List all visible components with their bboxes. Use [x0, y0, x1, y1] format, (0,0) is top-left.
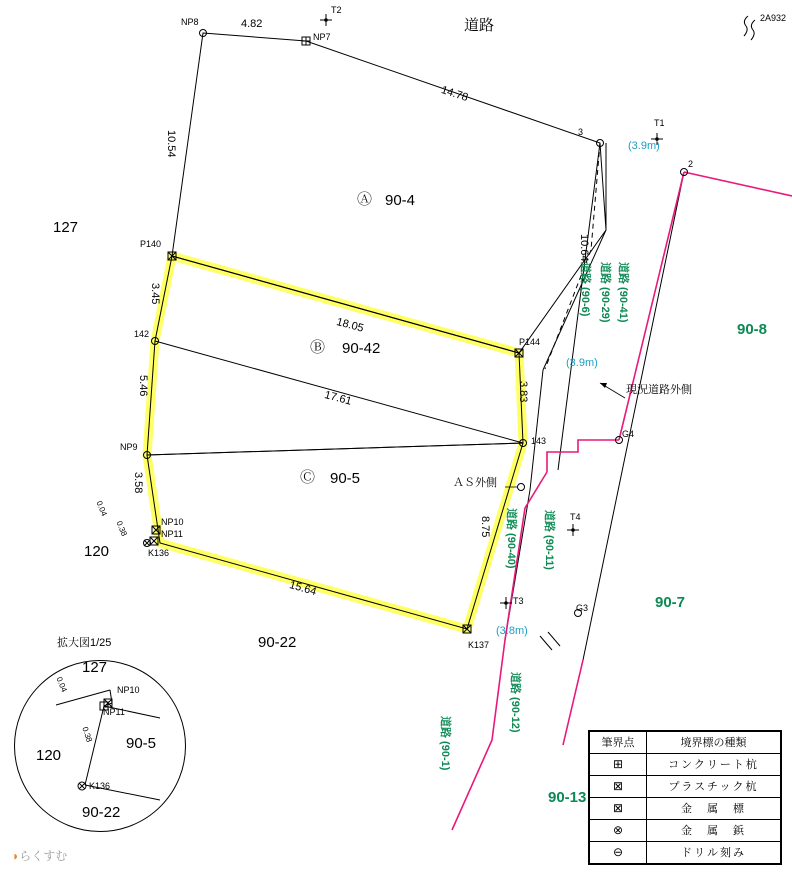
dim-3-83: 3.83 [517, 381, 529, 403]
legend-text-plastic: プラスチック杭 [647, 776, 781, 798]
parcel-90-22: 90-22 [258, 634, 297, 651]
parcel-90-42-outline [147, 256, 523, 455]
legend-text-metal-pin: 金 属 鋲 [647, 820, 781, 842]
legend-text-concrete: コンクリート杭 [647, 754, 781, 776]
zoom-point-k136: K136 [89, 781, 111, 791]
point-142: 142 [134, 329, 150, 339]
zoom-parcel-120: 120 [36, 747, 62, 764]
point-2: 2 [688, 159, 694, 169]
parcel-c-label: 90-5 [330, 470, 361, 487]
point-np10: NP10 [161, 517, 184, 527]
dim-3-58: 3.58 [132, 472, 144, 494]
point-t3-lower: T3 [513, 596, 524, 606]
road-line-seg [543, 230, 606, 370]
legend-header-left: 筆界点 [590, 732, 647, 754]
legend-row [590, 754, 781, 776]
point-np11: NP11 [161, 529, 183, 539]
parcel-b-label: 90-42 [342, 340, 381, 357]
zoom-point-np11: NP11 [103, 707, 125, 717]
callout-arrow-1 [600, 383, 607, 388]
dim-8-75: 8.75 [479, 516, 491, 538]
point-p140: P140 [140, 239, 162, 249]
point-p144: P144 [519, 337, 541, 347]
road-line-seg2 [530, 370, 543, 490]
parcel-90-8: 90-8 [737, 321, 768, 338]
road-label-90-6: 道路 (90-6) [579, 262, 591, 317]
road-label-90-1: 道路 (90-1) [439, 716, 451, 771]
legend-symbol-concrete-icon: ⊞ [590, 754, 647, 776]
width-3-8m: (3.8m) [496, 625, 528, 637]
parcel-c-circle: Ⓒ [300, 469, 316, 486]
dim-14-78: 14.78 [439, 84, 470, 104]
dim-18-05: 18.05 [335, 316, 365, 335]
road-label-90-12: 道路 (90-12) [509, 672, 521, 733]
point-g3: G3 [576, 603, 589, 613]
dim-5-46: 5.46 [137, 375, 149, 397]
tick-mark-b [548, 632, 560, 646]
point-t2: T2 [331, 5, 342, 15]
legend-symbol-drill-mark-icon: ⊖ [590, 842, 647, 864]
note-current-road-outside: 現況道路外側 [626, 384, 692, 396]
width-3-9m-mid: (3.9m) [566, 357, 598, 369]
break-note: 2A932 [760, 13, 787, 23]
dim-0-38: 0.38 [114, 519, 129, 538]
point-3: 3 [578, 127, 584, 137]
dim-4-82: 4.82 [241, 18, 263, 30]
legend-symbol-metal-pin-icon: ⊗ [590, 820, 647, 842]
legend-table [588, 730, 782, 865]
legend-row [590, 776, 781, 798]
watermark-icon: ◗ [12, 849, 20, 863]
point-np9: NP9 [120, 442, 138, 452]
parcel-127: 127 [53, 219, 79, 236]
legend-symbol-plastic-icon: ⊠ [590, 776, 647, 798]
dim-10-54: 10.54 [165, 130, 177, 158]
point-k137: K137 [468, 640, 490, 650]
dim-17-61: 17.61 [323, 389, 353, 408]
point-np7: NP7 [313, 32, 331, 42]
point-t1: T1 [654, 118, 665, 128]
magenta-line-south2 [563, 660, 583, 745]
point-k136: K136 [148, 548, 170, 558]
legend-row [590, 842, 781, 864]
legend-row [590, 798, 781, 820]
road-label-90-40: 道路 (90-40) [505, 508, 517, 569]
legend-text-metal-plate: 金 属 標 [647, 798, 781, 820]
watermark-text: らくすむ [19, 849, 68, 863]
break-symbol [744, 16, 755, 40]
dim-10-64: 10.64 [578, 234, 590, 262]
parcel-a-circle: Ⓐ [357, 191, 373, 208]
legend-row [590, 820, 781, 842]
zoom-parcel-127: 127 [82, 659, 108, 676]
highlight-band [147, 256, 523, 629]
magenta-line-ne [684, 172, 792, 196]
parcel-120: 120 [84, 543, 110, 560]
magenta-step-line [547, 440, 619, 472]
note-as-outside: ＡＳ外側 [453, 477, 497, 489]
title-road-top: 道路 [464, 17, 495, 34]
road-line-outer [583, 172, 684, 660]
dim-3-45: 3.45 [149, 283, 161, 305]
dim-0-04: 0.04 [94, 499, 109, 518]
width-3-9m-top: (3.9m) [628, 140, 660, 152]
point-g4: G4 [622, 429, 635, 439]
road-label-90-29: 道路 (90-29) [599, 262, 611, 323]
legend-symbol-metal-plate-icon: ⊠ [590, 798, 647, 820]
zoom-dim-0-38: 0.38 [80, 725, 94, 744]
parcel-a-label: 90-4 [385, 192, 416, 209]
dashed-offset-line [591, 143, 600, 250]
tick-mark-a [540, 636, 552, 650]
road-label-90-41: 道路 (90-41) [617, 262, 629, 323]
dim-15-64: 15.64 [287, 579, 318, 599]
zoom-caption: 拡大図1/25 [57, 637, 112, 649]
watermark [12, 847, 67, 864]
parcel-90-7: 90-7 [655, 594, 686, 611]
parcel-b-circle: Ⓑ [310, 339, 326, 356]
parcel-90-13: 90-13 [548, 789, 587, 806]
legend-header-right: 境界標の種類 [647, 732, 781, 754]
zoom-parcel-90-22: 90-22 [82, 804, 121, 821]
zoom-point-np10: NP10 [117, 685, 140, 695]
point-143: 143 [531, 436, 547, 446]
legend-text-drill-mark: ドリル刻み [647, 842, 781, 864]
zoom-parcel-90-5: 90-5 [126, 735, 157, 752]
road-label-90-11: 道路 (90-11) [543, 510, 555, 570]
zoom-dim-0-04: 0.04 [54, 675, 69, 694]
point-np8: NP8 [181, 17, 199, 27]
point-t4: T4 [570, 512, 581, 522]
